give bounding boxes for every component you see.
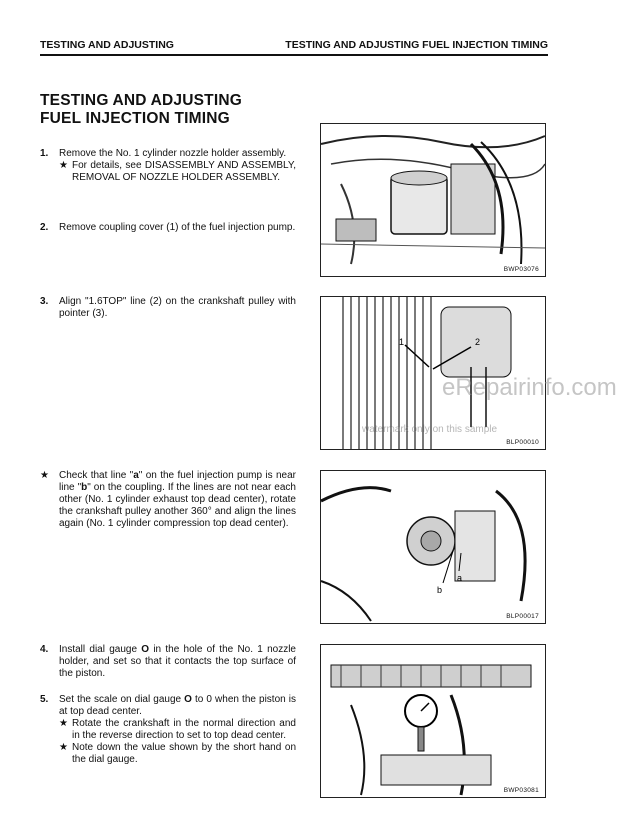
check-note-text: Check that line "a" on the fuel injection pump is near line "b" on the coupling. If the lines are not near each other (No. 1 cylinder exhaust top dead center), rotate the crankshaft pulley another 360° and align the lines again (No. 1 cylinder compression top dead center). — [59, 470, 296, 529]
figure-3-code: BLP00017 — [506, 613, 539, 620]
figure-1-code: BWP03076 — [503, 266, 539, 273]
step-1-note-text: For details, see DISASSEMBLY AND ASSEMBLY, REMOVAL OF NOZZLE HOLDER ASSEMBLY. — [72, 160, 296, 183]
star-icon: ★ — [59, 160, 68, 171]
star-icon: ★ — [59, 718, 68, 729]
step-1-text: Remove the No. 1 cylinder nozzle holder assembly. — [59, 148, 287, 159]
callout-1: 1 — [399, 337, 405, 347]
watermark-main: eRepairinfo.com — [442, 374, 617, 401]
callout-2: 2 — [475, 337, 481, 347]
check-note — [40, 470, 296, 530]
running-header — [40, 38, 548, 56]
header-right: TESTING AND ADJUSTING FUEL INJECTION TIMING — [285, 39, 548, 51]
step-5-text: Set the scale on dial gauge O to 0 when the piston is at top dead center. — [59, 694, 296, 717]
step-2-number: 2. — [40, 222, 49, 233]
step-1-number: 1. — [40, 148, 49, 159]
engine-illustration-1 — [321, 124, 545, 276]
page-title — [40, 92, 242, 128]
title-line-1: TESTING AND ADJUSTING — [40, 92, 242, 109]
title-line-2: FUEL INJECTION TIMING — [40, 110, 230, 127]
step-1 — [40, 148, 296, 184]
figure-4-code: BWP03081 — [503, 787, 539, 794]
step-5 — [40, 694, 296, 766]
callout-b: b — [437, 585, 443, 595]
figure-dial-gauge — [320, 644, 546, 798]
step-4-number: 4. — [40, 644, 49, 655]
header-left: TESTING AND ADJUSTING — [40, 39, 174, 51]
step-2-text: Remove coupling cover (1) of the fuel injection pump. — [59, 222, 296, 233]
step-3-text: Align "1.6TOP" line (2) on the crankshaft pulley with pointer (3). — [59, 296, 296, 319]
figure-2-code: BLP00010 — [506, 439, 539, 446]
callout-a: a — [457, 573, 463, 583]
step-3-number: 3. — [40, 296, 49, 307]
step-5-number: 5. — [40, 694, 49, 705]
engine-illustration-4 — [321, 645, 545, 797]
step-2 — [40, 222, 296, 234]
step-3 — [40, 296, 296, 320]
step-4-text: Install dial gauge O in the hole of the No. 1 nozzle holder, and set so that it contacts the top surface of the piston. — [59, 644, 296, 679]
figure-coupling-lines — [320, 470, 546, 624]
star-icon: ★ — [59, 742, 68, 753]
step-1-note — [59, 160, 296, 184]
star-icon: ★ — [40, 470, 49, 481]
engine-illustration-3 — [321, 471, 545, 623]
watermark-sub: watermark only on this sample — [362, 424, 498, 435]
step-5-note-2: ★ Note down the value shown by the short hand on the dial gauge. — [59, 742, 296, 765]
step-5-note-1: ★ Rotate the crankshaft in the normal direction and in the reverse direction to set to top dead center. — [59, 718, 296, 741]
step-4 — [40, 644, 296, 680]
figure-nozzle-holder — [320, 123, 546, 277]
